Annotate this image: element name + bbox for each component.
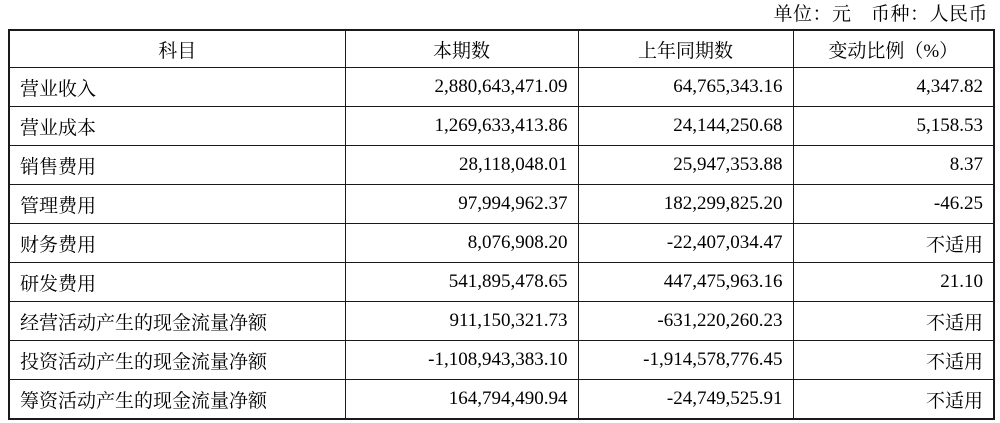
prior-period-cell: 182,299,825.20 xyxy=(578,185,793,224)
prior-period-cell: 447,475,963.16 xyxy=(578,263,793,302)
table-row xyxy=(9,341,994,380)
account-cell: 投资活动产生的现金流量净额 xyxy=(9,341,345,380)
change-ratio-cell: 8.37 xyxy=(793,146,994,185)
header-row xyxy=(9,30,994,68)
table-row xyxy=(9,224,994,263)
account-cell: 研发费用 xyxy=(9,263,345,302)
change-ratio-cell: 不适用 xyxy=(793,224,994,263)
account-cell: 经营活动产生的现金流量净额 xyxy=(9,302,345,341)
header-current-period: 本期数 xyxy=(345,30,578,68)
account-cell: 销售费用 xyxy=(9,146,345,185)
prior-period-cell: -22,407,034.47 xyxy=(578,224,793,263)
header-account: 科目 xyxy=(9,30,345,68)
header-change-ratio: 变动比例（%） xyxy=(793,30,994,68)
prior-period-cell: -24,749,525.91 xyxy=(578,380,793,420)
table-row xyxy=(9,146,994,185)
change-ratio-cell: 21.10 xyxy=(793,263,994,302)
current-period-cell: 911,150,321.73 xyxy=(345,302,578,341)
table-row xyxy=(9,107,994,146)
change-ratio-cell: 不适用 xyxy=(793,341,994,380)
current-period-cell: 97,994,962.37 xyxy=(345,185,578,224)
prior-period-cell: -1,914,578,776.45 xyxy=(578,341,793,380)
current-period-cell: 28,118,048.01 xyxy=(345,146,578,185)
current-period-cell: 1,269,633,413.86 xyxy=(345,107,578,146)
prior-period-cell: 25,947,353.88 xyxy=(578,146,793,185)
account-cell: 管理费用 xyxy=(9,185,345,224)
table-row xyxy=(9,185,994,224)
table-row xyxy=(9,263,994,302)
account-cell: 营业成本 xyxy=(9,107,345,146)
change-ratio-cell: -46.25 xyxy=(793,185,994,224)
current-period-cell: 8,076,908.20 xyxy=(345,224,578,263)
account-cell: 营业收入 xyxy=(9,68,345,107)
unit-currency-label: 单位：元 币种：人民币 xyxy=(773,4,988,25)
financial-summary-table xyxy=(8,29,995,420)
current-period-cell: 541,895,478.65 xyxy=(345,263,578,302)
current-period-cell: 2,880,643,471.09 xyxy=(345,68,578,107)
change-ratio-cell: 不适用 xyxy=(793,380,994,420)
table-row xyxy=(9,380,994,420)
prior-period-cell: -631,220,260.23 xyxy=(578,302,793,341)
account-cell: 财务费用 xyxy=(9,224,345,263)
header-prior-period: 上年同期数 xyxy=(578,30,793,68)
table-row xyxy=(9,68,994,107)
prior-period-cell: 64,765,343.16 xyxy=(578,68,793,107)
current-period-cell: -1,108,943,383.10 xyxy=(345,341,578,380)
change-ratio-cell: 4,347.82 xyxy=(793,68,994,107)
prior-period-cell: 24,144,250.68 xyxy=(578,107,793,146)
change-ratio-cell: 5,158.53 xyxy=(793,107,994,146)
change-ratio-cell: 不适用 xyxy=(793,302,994,341)
account-cell: 筹资活动产生的现金流量净额 xyxy=(9,380,345,420)
current-period-cell: 164,794,490.94 xyxy=(345,380,578,420)
table-row xyxy=(9,302,994,341)
